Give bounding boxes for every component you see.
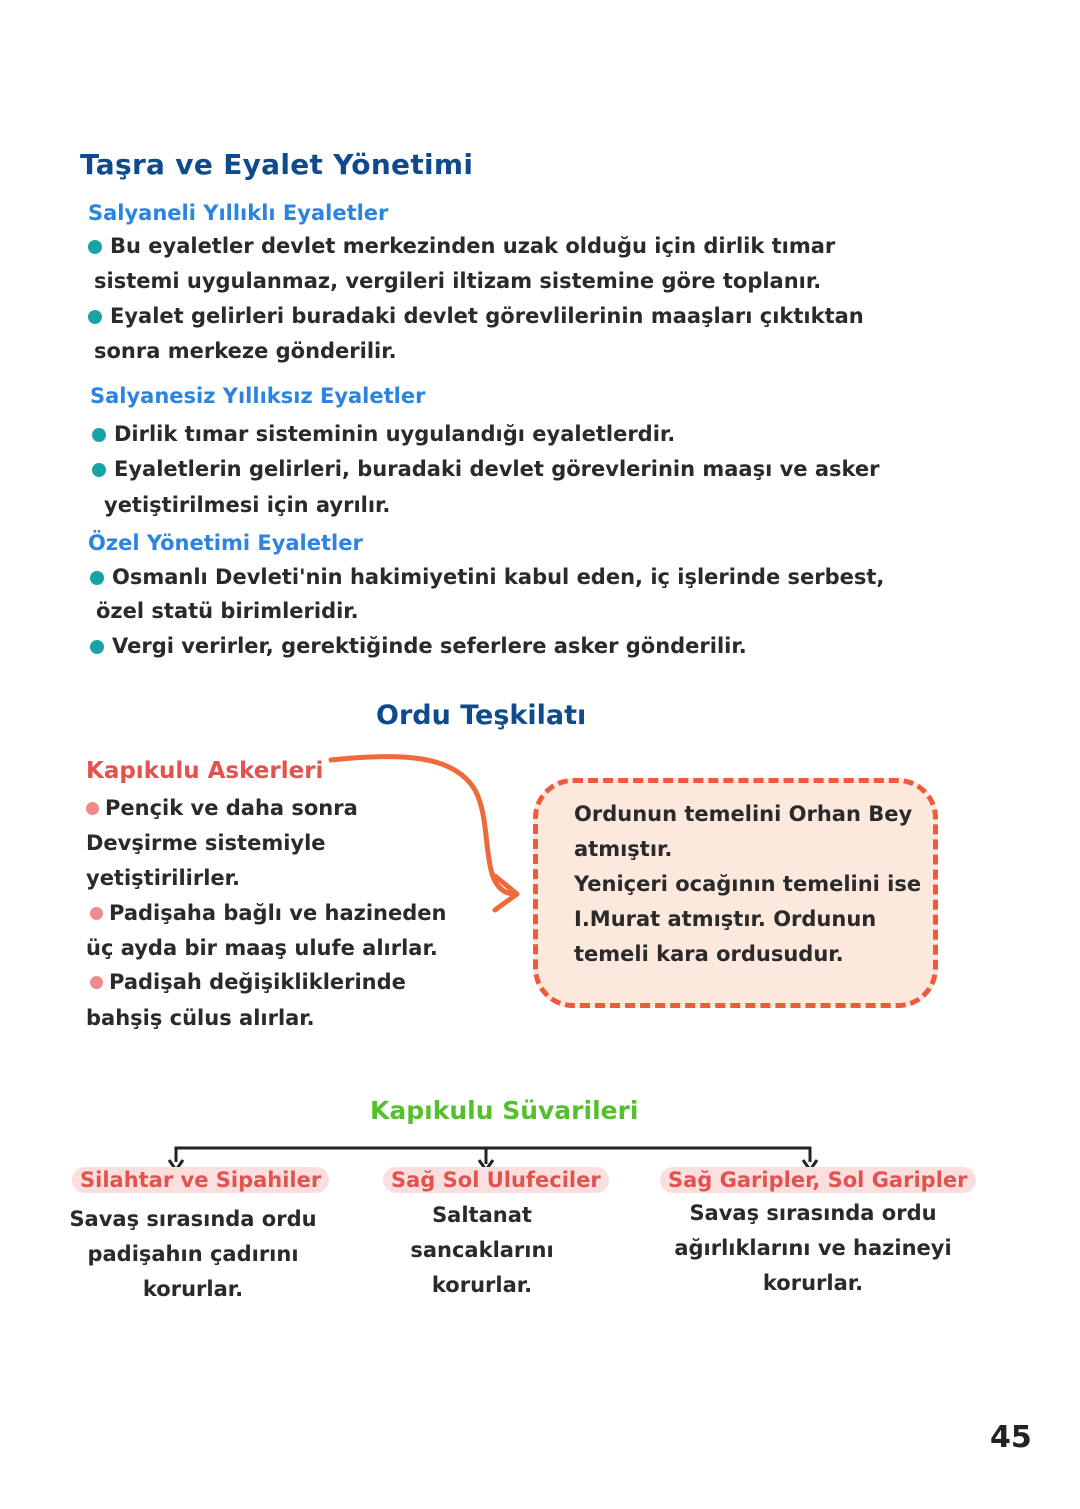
group-text-silahtar bbox=[58, 1202, 328, 1307]
group-line: sancaklarını bbox=[410, 1238, 554, 1262]
bullet-text: Pençik ve daha sonra bbox=[105, 796, 358, 820]
box-line: atmıştır. bbox=[574, 837, 673, 861]
bullet-dot-icon bbox=[88, 240, 102, 254]
group-line: korurlar. bbox=[762, 1271, 864, 1295]
bullet-dot-icon bbox=[92, 428, 106, 442]
ordu-info-text bbox=[574, 797, 921, 972]
box-line: I.Murat atmıştır. Ordunun bbox=[574, 907, 877, 931]
box-line: Yeniçeri ocağının temelini ise bbox=[574, 872, 922, 896]
kapikulu-line-7: bahşiş cülus alırlar. bbox=[86, 1006, 315, 1030]
kapikulu-line-3: yetiştirilirler. bbox=[86, 866, 240, 890]
bullet-dot-icon bbox=[90, 907, 103, 920]
salyanesiz-heading: Salyanesiz Yıllıksız Eyaletler bbox=[90, 384, 426, 408]
salyaneli-bullet-2-cont: sonra merkeze gönderilir. bbox=[94, 339, 397, 363]
bullet-dot-icon bbox=[88, 310, 102, 324]
group-label-garipler: Sağ Garipler, Sol Garipler bbox=[660, 1167, 976, 1193]
group-text-ulufeciler bbox=[372, 1198, 592, 1303]
group-line: korurlar. bbox=[431, 1273, 533, 1297]
salyaneli-bullet-1 bbox=[88, 229, 835, 264]
bullet-text: Vergi verirler, gerektiğinde seferlere asker gönderilir. bbox=[112, 634, 747, 658]
bullet-dot-icon bbox=[86, 802, 99, 815]
group-line: Savaş sırasında ordu bbox=[69, 1207, 317, 1231]
kapikulu-line-6 bbox=[90, 965, 406, 1000]
bullet-text: Dirlik tımar sisteminin uygulandığı eyaletlerdir. bbox=[114, 422, 676, 446]
salyanesiz-bullet-1 bbox=[92, 417, 675, 452]
bullet-dot-icon bbox=[90, 571, 104, 585]
bullet-text: Bu eyaletler devlet merkezinden uzak olduğu için dirlik tımar bbox=[110, 234, 836, 258]
bullet-dot-icon bbox=[90, 640, 104, 654]
kapikulu-heading: Kapıkulu Askerleri bbox=[86, 758, 324, 784]
kapikulu-line-5: üç ayda bir maaş ulufe alırlar. bbox=[86, 936, 438, 960]
bullet-text: Padişaha bağlı ve hazineden bbox=[109, 901, 447, 925]
group-label-ulufeciler: Sağ Sol Ulufeciler bbox=[383, 1167, 609, 1193]
group-line: korurlar. bbox=[142, 1277, 244, 1301]
bullet-text: Padişah değişikliklerinde bbox=[109, 970, 406, 994]
kapikulu-line-2: Devşirme sistemiyle bbox=[86, 831, 326, 855]
ozel-bullet-1 bbox=[90, 560, 884, 595]
bullet-text: Osmanlı Devleti'nin hakimiyetini kabul eden, iç işlerinde serbest, bbox=[112, 565, 885, 589]
bullet-text: Eyaletlerin gelirleri, buradaki devlet görevlerinin maaşı ve asker bbox=[114, 457, 880, 481]
group-line: ağırlıklarını ve hazineyi bbox=[674, 1236, 952, 1260]
box-line: temeli kara ordusudur. bbox=[574, 942, 844, 966]
kapikulu-line-1 bbox=[86, 791, 358, 826]
ozel-bullet-1-cont: özel statü birimleridir. bbox=[96, 599, 359, 623]
salyaneli-bullet-2 bbox=[88, 299, 864, 334]
suvari-title: Kapıkulu Süvarileri bbox=[370, 1096, 639, 1125]
bullet-text: Eyalet gelirleri buradaki devlet görevlilerinin maaşları çıktıktan bbox=[110, 304, 864, 328]
ordu-title: Ordu Teşkilatı bbox=[376, 700, 587, 731]
ozel-heading: Özel Yönetimi Eyaletler bbox=[88, 531, 363, 555]
page-number: 45 bbox=[990, 1420, 1032, 1455]
bullet-dot-icon bbox=[92, 463, 106, 477]
ozel-bullet-2 bbox=[90, 629, 747, 664]
salyaneli-bullet-1-cont: sistemi uygulanmaz, vergileri iltizam sistemine göre toplanır. bbox=[94, 269, 822, 293]
salyanesiz-bullet-2-cont: yetiştirilmesi için ayrılır. bbox=[104, 493, 391, 517]
group-line: Saltanat bbox=[432, 1203, 532, 1227]
group-line: Savaş sırasında ordu bbox=[689, 1201, 937, 1225]
group-label-silahtar: Silahtar ve Sipahiler bbox=[72, 1167, 329, 1193]
group-line: padişahın çadırını bbox=[87, 1242, 299, 1266]
box-line: Ordunun temelini Orhan Bey bbox=[574, 802, 913, 826]
arrow-icon bbox=[325, 750, 535, 920]
group-text-garipler bbox=[668, 1196, 958, 1301]
salyanesiz-bullet-2 bbox=[92, 452, 880, 487]
page-title: Taşra ve Eyalet Yönetimi bbox=[80, 148, 474, 181]
bullet-dot-icon bbox=[90, 976, 103, 989]
salyaneli-heading: Salyaneli Yıllıklı Eyaletler bbox=[88, 201, 389, 225]
